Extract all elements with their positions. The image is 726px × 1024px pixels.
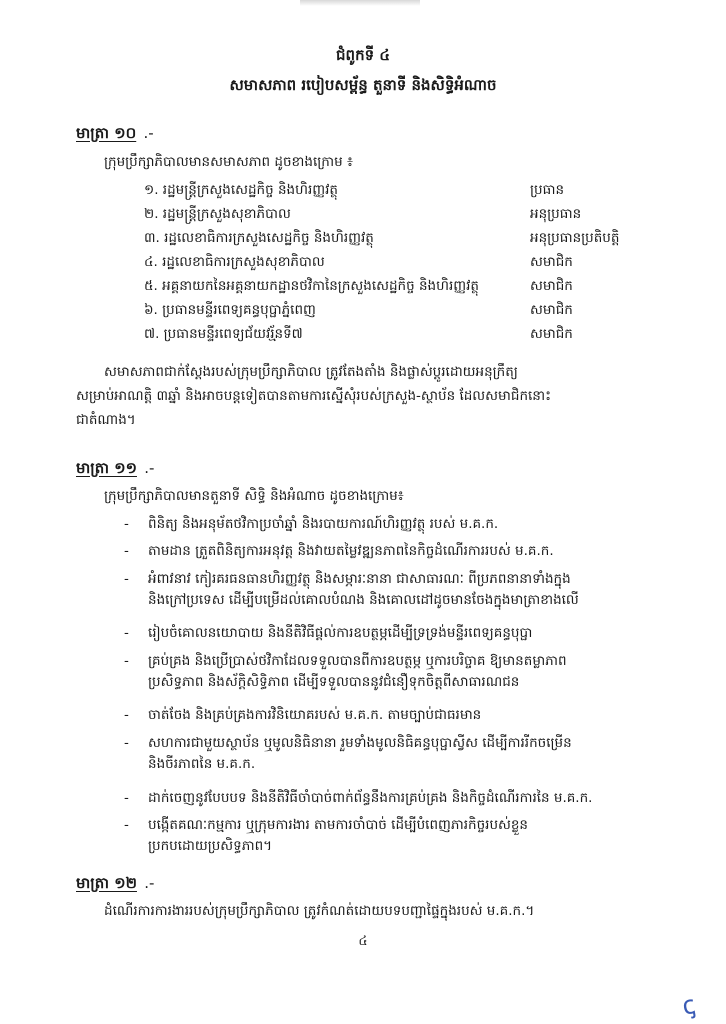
bullet-line: ដាក់ចេញនូវបែបបទ និងនីតិវិធីចាំបាច់ពាក់ព័ន្ធនឹងការគ្រប់គ្រង និងកិច្ចដំណើរការនៃ ម.គ.ក. [148, 790, 593, 806]
chapter-number: ជំពូកទី ៤ [336, 46, 390, 64]
bullet-dash: - [124, 735, 129, 751]
paragraph-line: សមាសភាពជាក់ស្តែងរបស់ក្រុមប្រឹក្សាភិបាល ត្រូវតែងតាំង និងផ្លាស់ប្តូរដោយអនុក្រឹត្យ [104, 364, 518, 380]
member-role: អនុប្រធានប្រតិបត្តិ [530, 230, 620, 246]
member-name: ៣. រដ្ឋលេខាធិការក្រសួងសេដ្ឋកិច្ច និងហិរញ្ញវត្ថុ [144, 230, 374, 246]
scan-artifact [300, 0, 420, 6]
member-role: សមាជិក [530, 302, 573, 318]
member-role: សមាជិក [530, 278, 573, 294]
member-name: ២. រដ្ឋមន្ត្រីក្រសួងសុខាភិបាល [144, 206, 291, 222]
article-suffix: .- [144, 874, 155, 892]
article-12-heading [76, 874, 154, 896]
bullet-line: និងក្រៅប្រទេស ដើម្បីបម្រើដល់គោលបំណង និងគោលដៅដូចមានចែងក្នុងមាត្រាខាងលើ [148, 592, 579, 608]
article-suffix: .- [144, 459, 155, 477]
member-name: ៤. រដ្ឋលេខាធិការក្រសួងសុខាភិបាល [144, 254, 325, 270]
article-10-closing [76, 360, 648, 432]
bullet-dash: - [124, 571, 129, 587]
member-name: ៦. ប្រធានមន្ទីរពេទ្យគន្ធបុប្ផាភ្នំពេញ [144, 302, 316, 318]
bullet-line: អំពាវនាវ កៀរគរធនធានហិរញ្ញវត្ថុ និងសម្ភារៈនានា ជាសាធារណៈ ពីប្រភពនានាទាំងក្នុង [148, 571, 571, 587]
bullet-dash: - [124, 516, 129, 532]
bullet-dash: - [124, 707, 129, 723]
bullet-line: ប្រសិទ្ធភាព និងស័ក្តិសិទ្ធិភាព ដើម្បីទទួលបាននូវជំនឿទុកចិត្តពីសាធារណជន [148, 674, 520, 690]
initials-mark: ꞔ [679, 990, 698, 1022]
member-name: ១. រដ្ឋមន្ត្រីក្រសួងសេដ្ឋកិច្ច និងហិរញ្ញវត្ថុ [144, 182, 338, 198]
member-row [144, 181, 644, 203]
member-row [144, 325, 644, 347]
member-name: ៥. អគ្គនាយកនៃអគ្គនាយកដ្ឋានថវិកានៃក្រសួងសេដ្ឋកិច្ច និងហិរញ្ញវត្ថុ [144, 278, 479, 294]
paragraph-line: សម្រាប់អាណត្តិ ៣ឆ្នាំ និងអាចបន្តទៀតបានតាមការស្នើសុំរបស់ក្រសួង-ស្ថាប័ន ដែលសមាជិកនោះ [76, 388, 552, 404]
member-row [144, 301, 644, 323]
article-label: មាត្រា ១១ [76, 459, 137, 477]
member-row [144, 253, 644, 275]
article-12-intro: ដំណើរការការងាររបស់ក្រុមប្រឹក្សាភិបាល ត្រូវកំណត់ដោយបទបញ្ជាផ្ទៃក្នុងរបស់ ម.គ.ក.។ [104, 903, 535, 919]
bullet-dash: - [124, 817, 129, 833]
bullet-line: ពិនិត្យ និងអនុម័តថវិកាប្រចាំឆ្នាំ និងរបាយការណ៍ហិរញ្ញវត្ថុ របស់ ម.គ.ក. [148, 516, 499, 532]
article-label: មាត្រា ១២ [76, 874, 137, 892]
member-name: ៧. ប្រធានមន្ទីរពេទ្យជ័យវរ្ម័នទី៧ [144, 326, 303, 342]
bullet-dash: - [124, 653, 129, 669]
article-11-heading [76, 459, 154, 481]
page-number: ៤ [358, 934, 368, 949]
article-label: មាត្រា ១០ [76, 124, 137, 142]
bullet-dash: - [124, 543, 129, 559]
article-suffix: .- [143, 124, 154, 142]
bullet-line: ប្រកបដោយប្រសិទ្ធភាព។ [148, 838, 273, 854]
bullet-dash: - [124, 625, 129, 641]
member-row [144, 229, 644, 251]
member-role: សមាជិក [530, 326, 573, 342]
bullet-line: តាមដាន ត្រួតពិនិត្យការអនុវត្ត និងវាយតម្លៃវឌ្ឍនភាពនៃកិច្ចដំណើរការរបស់ ម.គ.ក. [148, 543, 554, 559]
chapter-title: សមាសភាព របៀបសម្ព័ន្ធ តួនាទី និងសិទ្ធិអំណាច [229, 76, 497, 94]
member-role: ប្រធាន [530, 182, 565, 198]
article-10-heading [76, 124, 154, 146]
bullet-line: គ្រប់គ្រង និងប្រើប្រាស់ថវិកាដែលទទួលបានពីការឧបត្ថម្ភ ឬការបរិច្ចាគ ឱ្យមានតម្លាភាព [148, 653, 567, 669]
article-10-intro: ក្រុមប្រឹក្សាភិបាលមានសមាសភាព ដូចខាងក្រោម ៖ [104, 154, 353, 170]
member-role: សមាជិក [530, 254, 573, 270]
bullet-dash: - [124, 790, 129, 806]
member-role: អនុប្រធាន [530, 206, 582, 222]
article-11-intro: ក្រុមប្រឹក្សាភិបាលមានតួនាទី សិទ្ធិ និងអំណាច ដូចខាងក្រោម៖ [104, 488, 404, 504]
bullet-line: សហការជាមួយស្ថាប័ន ឬមូលនិធិនានា រួមទាំងមូលនិធិគន្ធបុប្ផាស្វីស ដើម្បីការរីកចម្រើន [148, 735, 572, 751]
bullet-line: រៀបចំគោលនយោបាយ និងនីតិវិធីផ្តល់ការឧបត្ថម្ភដើម្បីទ្រទ្រង់មន្ទីរពេទ្យគន្ធបុប្ផា [148, 625, 533, 641]
member-row [144, 277, 644, 299]
bullet-line: ចាត់ចែង និងគ្រប់គ្រងការវិនិយោគរបស់ ម.គ.ក. តាមច្បាប់ជាធរមាន [148, 707, 482, 723]
member-row [144, 205, 644, 227]
paragraph-line: ជាតំណាង។ [76, 412, 136, 428]
bullet-line: និងចីរភាពនៃ ម.គ.ក. [148, 756, 256, 772]
bullet-line: បង្កើតគណៈកម្មការ ឬក្រុមការងារ តាមការចាំបាច់ ដើម្បីបំពេញភារកិច្ចរបស់ខ្លួន [148, 817, 529, 833]
